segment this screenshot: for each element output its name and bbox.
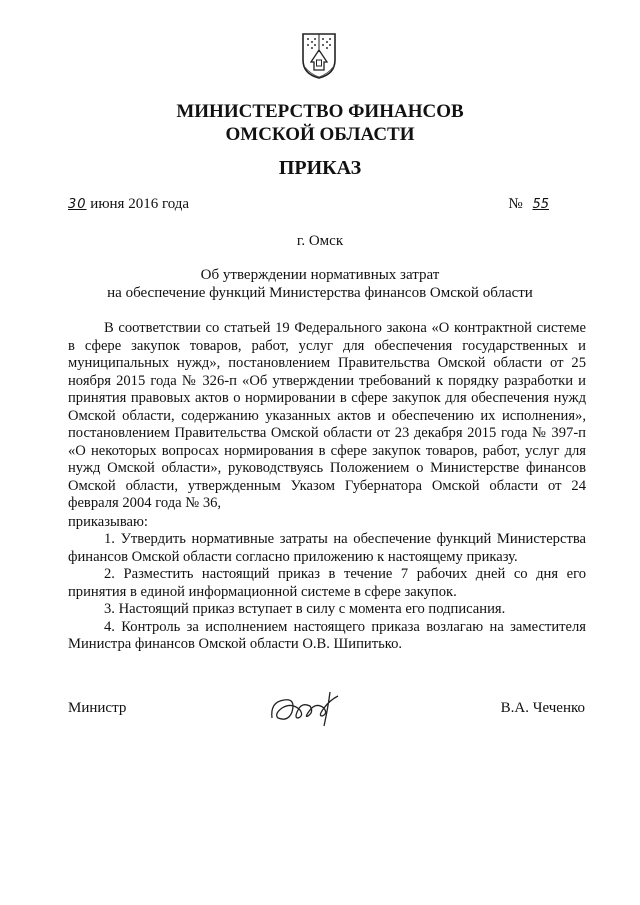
document-type: ПРИКАЗ <box>278 157 362 179</box>
ministry-name <box>0 100 640 146</box>
subject-line-1: Об утверждении нормативных затрат <box>200 267 440 283</box>
coat-of-arms-icon <box>300 30 338 80</box>
order-month-year: июня 2016 года <box>90 196 190 212</box>
preamble-paragraph: В соответствии со статьей 19 Федерального закона «О контрактной системе в сфере закупок товаров, работ, услуг для обеспечения государственных и муниципальных нужд», постановлением Правительства Омской области от 25 ноября 2015 года № 326-п «Об утверждении требований к порядку разработки и принятия правовых актов о нормировании в сфере закупок для обеспечения нужд Омской области, содержанию указанных актов и обеспечению их исполнения», постановлением Правительства Омской области от 23 декабря 2015 года № 397-п «О некоторых вопросах нормирования в сфере закупок товаров, работ, услуг для нужд Омской области», руководствуясь Положением о Министерстве финансов Омской области, утвержденным Указом Губернатора Омской области от 24 февраля 2004 года № 36, <box>68 320 586 511</box>
ordered-phrase: приказываю: <box>68 513 148 530</box>
order-item-2: 2. Разместить настоящий приказ в течение 7 рабочих дней со дня его принятия в единой информационной системе в сфере закупок. <box>68 566 586 600</box>
order-date <box>68 196 189 213</box>
order-item-4: 4. Контроль за исполнением настоящего приказа возлагаю на заместителя Министра финансов Омской области О.В. Шипитько. <box>68 618 586 652</box>
order-day: 30 <box>68 197 87 212</box>
order-body <box>68 320 586 654</box>
order-item-1: 1. Утвердить нормативные затраты на обеспечение функций Министерства финансов Омской области согласно приложению к настоящему приказу. <box>68 531 586 565</box>
handwritten-signature <box>268 688 348 728</box>
signatory-name: В.А. Чеченко <box>500 700 585 716</box>
city: г. Омск <box>296 233 344 249</box>
subject-line-2: на обеспечение функций Министерства финансов Омской области <box>107 285 533 301</box>
number-value: 55 <box>532 197 549 212</box>
number-label: № <box>508 196 523 212</box>
signatory-title: Министр <box>68 700 127 716</box>
order-number <box>508 196 555 213</box>
ministry-line-1: МИНИСТЕРСТВО ФИНАНСОВ <box>176 101 464 122</box>
ministry-line-2: ОМСКОЙ ОБЛАСТИ <box>225 124 415 145</box>
order-subject <box>0 266 640 302</box>
order-item-3: 3. Настоящий приказ вступает в силу с момента его подписания. <box>104 601 506 617</box>
